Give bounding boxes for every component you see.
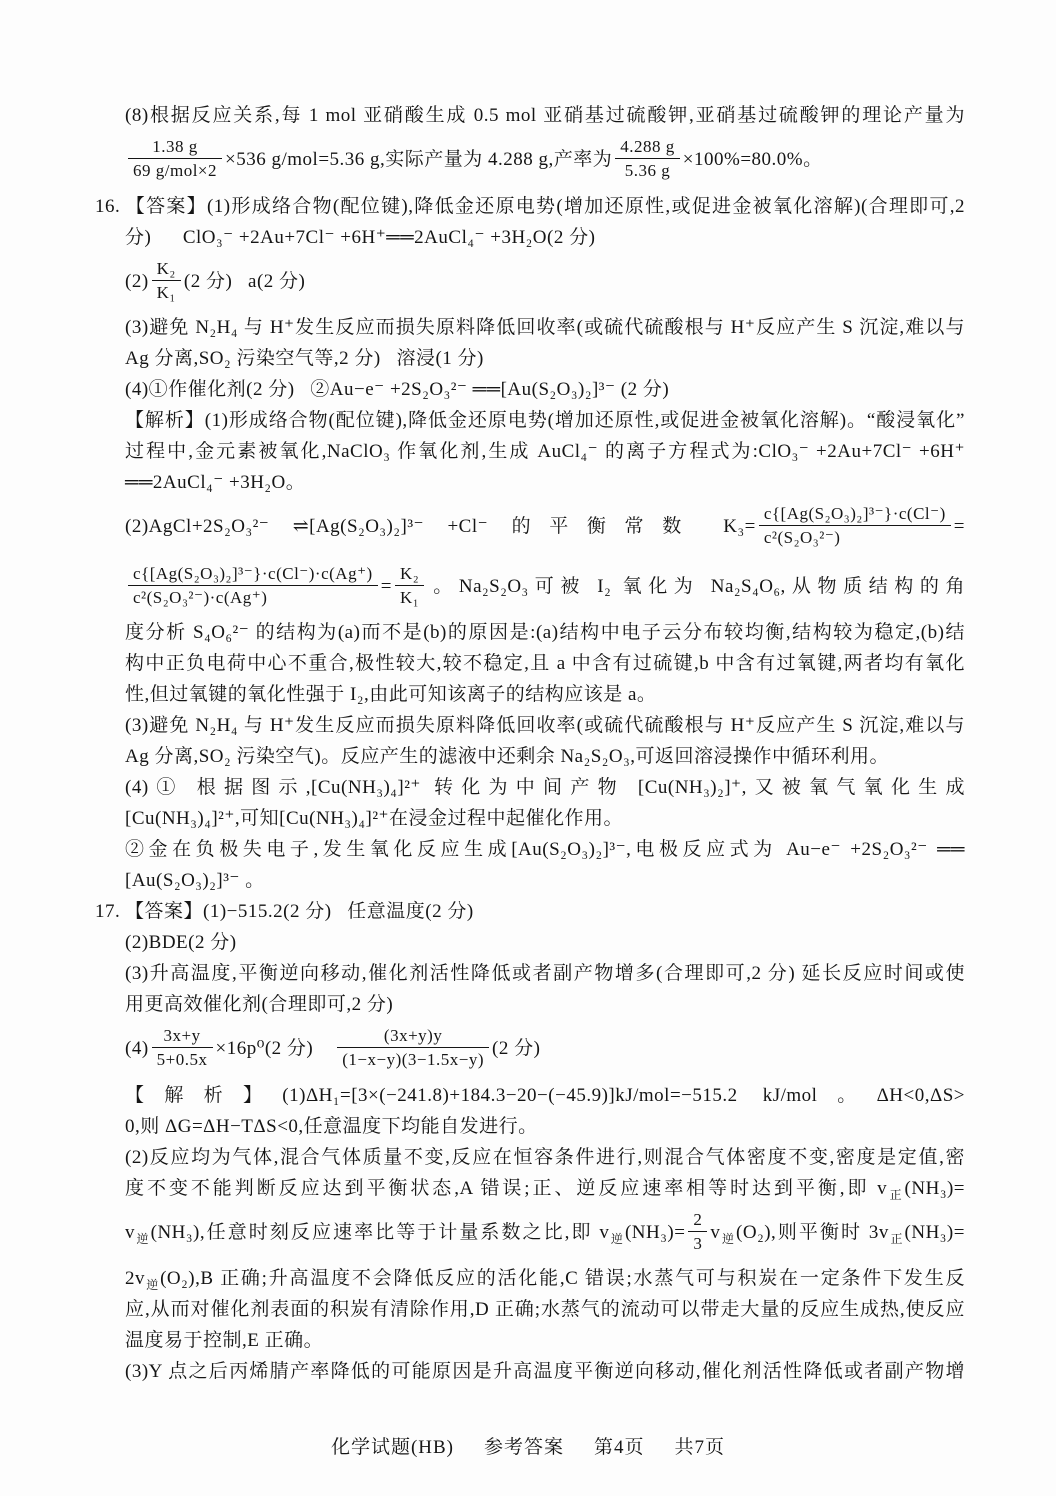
text-line: [Au(S₂O₃)₂]³⁻ 。 [125,870,265,891]
text-line: 度不变不能判断反应达到平衡状态,A 错误;正、逆反应速率相等时达到平衡,即 $v_正(NH_3)=$ [125,1177,965,1202]
fraction: $\frac{1.38 g}{\text{69 g/mol×2}}$ [128,136,222,182]
fraction: $\frac{(3x+y)y}{(1-x-y)(3-1.5x-y)}$ [337,1025,489,1071]
text-line: 过程中,金元素被氧化,NaClO₃ 作氧化剂,生成 AuCl₄⁻ 的离子方程式为:ClO₃⁻ +2Au+7Cl⁻ +6H⁺ [125,441,965,462]
text-line: 【解析】(1)形成络合物(配位键),降低金还原电势(增加还原性,或促进金被氧化溶解)。“酸浸氧化” [125,410,965,431]
text-line: Ag 分离,SO₂ 污染空气等,2 分) 溶浸(1 分) [125,348,484,369]
text-line: ══2AuCl₄⁻ +3H₂O。 [125,472,306,493]
text-line: (4) $\frac{3x+y}{5+0.5x}$ ×16p⁰(2 分) $\frac{(3x+y)y}{(1-x-y)(3-1.5x-y)}$ (2 分) [125,1026,541,1070]
question-number: 16. [95,195,121,217]
text-line: (2)AgCl+2S₂O₃²⁻ ⇌[Ag(S₂O₃)₂]³⁻ +Cl⁻ 的平衡常数 K₃= $\frac{\text{c\{[Ag(S₂O₃)₂]³⁻\}·c(Cl⁻)}}{\text{c²(S₂O₃²⁻)}}$ = [125,504,965,548]
text-line: 应,从而对催化剂表面的积炭有清除作用,D 正确;水蒸气的流动可以带走大量的反应生成热,使反应 [125,1299,965,1320]
text-line: 0,则 ΔG=ΔH−TΔS<0,任意温度下均能自发进行。 [125,1115,538,1137]
text-line: 性,但过氧键的氧化性强于 I₂,由此可知该离子的结构应该是 a。 [125,684,657,705]
fraction: $\frac{3x+y}{5+0.5x}$ [152,1025,213,1071]
text-line: 用更高效催化剂(合理即可,2 分) [125,994,394,1015]
page-footer [0,1432,1056,1459]
footer-page-total: 共7页 [674,1437,726,1458]
fraction: $\frac{4.288 g}{5.36 g}$ [615,136,680,182]
text-line: $v_逆(NH_3)$,任意时刻反应速率比等于计量系数之比,即 $v_逆(NH_3)=$ $\frac{2}{3}$ $v_逆(O_2)$,则平衡时 $3v_正(NH_3)=$ [125,1209,965,1253]
footer-exam-title: 化学试题(HB) [330,1437,454,1458]
fraction: $\frac{\text{c\{[Ag(S₂O₃)₂]³⁻\}·c(Cl⁻)}}{\text{c²(S₂O₃²⁻)}}$ [759,503,951,549]
answer-item-16: 16. 【答案】(1)形成络合物(配位键),降低金还原电势(增加还原性,或促进金被氧化溶解)(合理即可,2 [95,191,965,222]
answer-item-17: 17. 【答案】(1)−515.2(2 分) 任意温度(2 分) [95,896,965,927]
text-line: [Cu(NH₃)₄]²⁺,可知[Cu(NH₃)₄]²⁺在浸金过程中起催化作用。 [125,808,624,829]
text-line: (3)避免 N₂H₄ 与 H⁺发生反应而损失原料降低回收率(或硫代硫酸根与 H⁺反应产生 S 沉淀,难以与 [125,317,965,338]
text-line: $2v_逆(O_2),B$ 正确;升高温度不会降低反应的活化能,C 错误;水蒸气可与积炭在一定条件下发生反 [125,1268,965,1292]
text-line: ②金在负极失电子,发生氧化反应生成[Au(S₂O₃)₂]³⁻,电极反应式为 Au−e⁻ +2S₂O₃²⁻ ══ [125,839,965,860]
text-line: Ag 分离,SO₂ 污染空气)。反应产生的滤液中还剩余 Na₂S₂O₃,可返回溶浸操作中循环利用。 [125,746,890,767]
text-line: $\frac{1.38 g}{\text{69 g/mol×2}}$ ×536 g/mol=5.36 g,实际产量为 4.288 g,产率为 $\frac{4.288 g}{5.36 g}$ ×100%=80.0%。 [125,131,965,191]
text-line: (3)避免 N₂H₄ 与 H⁺发生反应而损失原料降低回收率(或硫代硫酸根与 H⁺反应产生 S 沉淀,难以与 [125,715,965,736]
text-line: (8)根据反应关系,每 1 mol 亚硝酸生成 0.5 mol 亚硝基过硫酸钾,亚硝基过硫酸钾的理论产量为 [125,105,965,126]
text-line: 构中正负电荷中心不重合,极性较大,较不稳定,且 a 中含有过硫键,b 中含有过氧键,两者均有氧化 [125,653,965,674]
text-line: 【解析】(1)ΔH₁=[3×(−241.8)+184.3−20−(−45.9)]kJ/mol=−515.2 kJ/mol。ΔH<0,ΔS> [125,1084,965,1106]
text-line: (4)① 根据图示,[Cu(NH₃)₄]²⁺ 转化为中间产物 [Cu(NH₃)₂]⁺,又被氧气氧化生成 [125,777,965,798]
text-line: (2)BDE(2 分) [125,932,237,953]
text-line: 温度易于控制,E 正确。 [125,1330,324,1351]
text-line: (3)Y 点之后丙烯腈产率降低的可能原因是升高温度平衡逆向移动,催化剂活性降低或者副产物增 [125,1361,965,1382]
fraction: $\frac{\text{K₂}}{\text{K₁}}$ [395,563,424,609]
text-line: (2)反应均为气体,混合气体质量不变,反应在恒容条件进行,则混合气体密度不变,密度是定值,密 [125,1146,965,1168]
fraction: $\frac{\text{K₂}}{\text{K₁}}$ [152,258,181,304]
text-line: $\frac{\text{c\{[Ag(S₂O₃)₂]³⁻\}·c(Cl⁻)·c(Ag⁺)}}{\text{c²(S₂O₃²⁻)·c(Ag⁺)}}$ = $\frac{\text{K₂}}{\text{K₁}}$ 。Na₂S₂O₃可被 I₂ 氧化为 Na₂S₄O₆,从物质结构的角 [125,558,965,618]
footer-page-number: 第4页 [594,1437,645,1458]
question-number: 17. [95,901,121,922]
text-line: (4)①作催化剂(2 分) ②Au−e⁻ +2S₂O₃²⁻ ══[Au(S₂O₃)₂]³⁻ (2 分) [125,379,670,400]
text-line: 分) ClO₃⁻ +2Au+7Cl⁻ +6H⁺══2AuCl₄⁻ +3H₂O(2 分) [125,226,596,248]
fraction: $\frac{\text{c\{[Ag(S₂O₃)₂]³⁻\}·c(Cl⁻)·c(Ag⁺)}}{\text{c²(S₂O₃²⁻)·c(Ag⁺)}}$ [128,563,378,609]
fraction: $\frac{2}{3}$ [688,1209,707,1255]
text-line: (3)升高温度,平衡逆向移动,催化剂活性降低或者副产物增多(合理即可,2 分) 延长反应时间或使 [125,963,965,984]
footer-answer-label: 参考答案 [484,1437,565,1458]
text-line: (2) $\frac{\text{K₂}}{\text{K₁}}$ (2 分) a(2 分) [125,258,306,302]
text-line: 度分析 S₄O₆²⁻ 的结构为(a)而不是(b)的原因是:(a)结构中电子云分布较均衡,结构较为稳定,(b)结 [125,622,965,643]
